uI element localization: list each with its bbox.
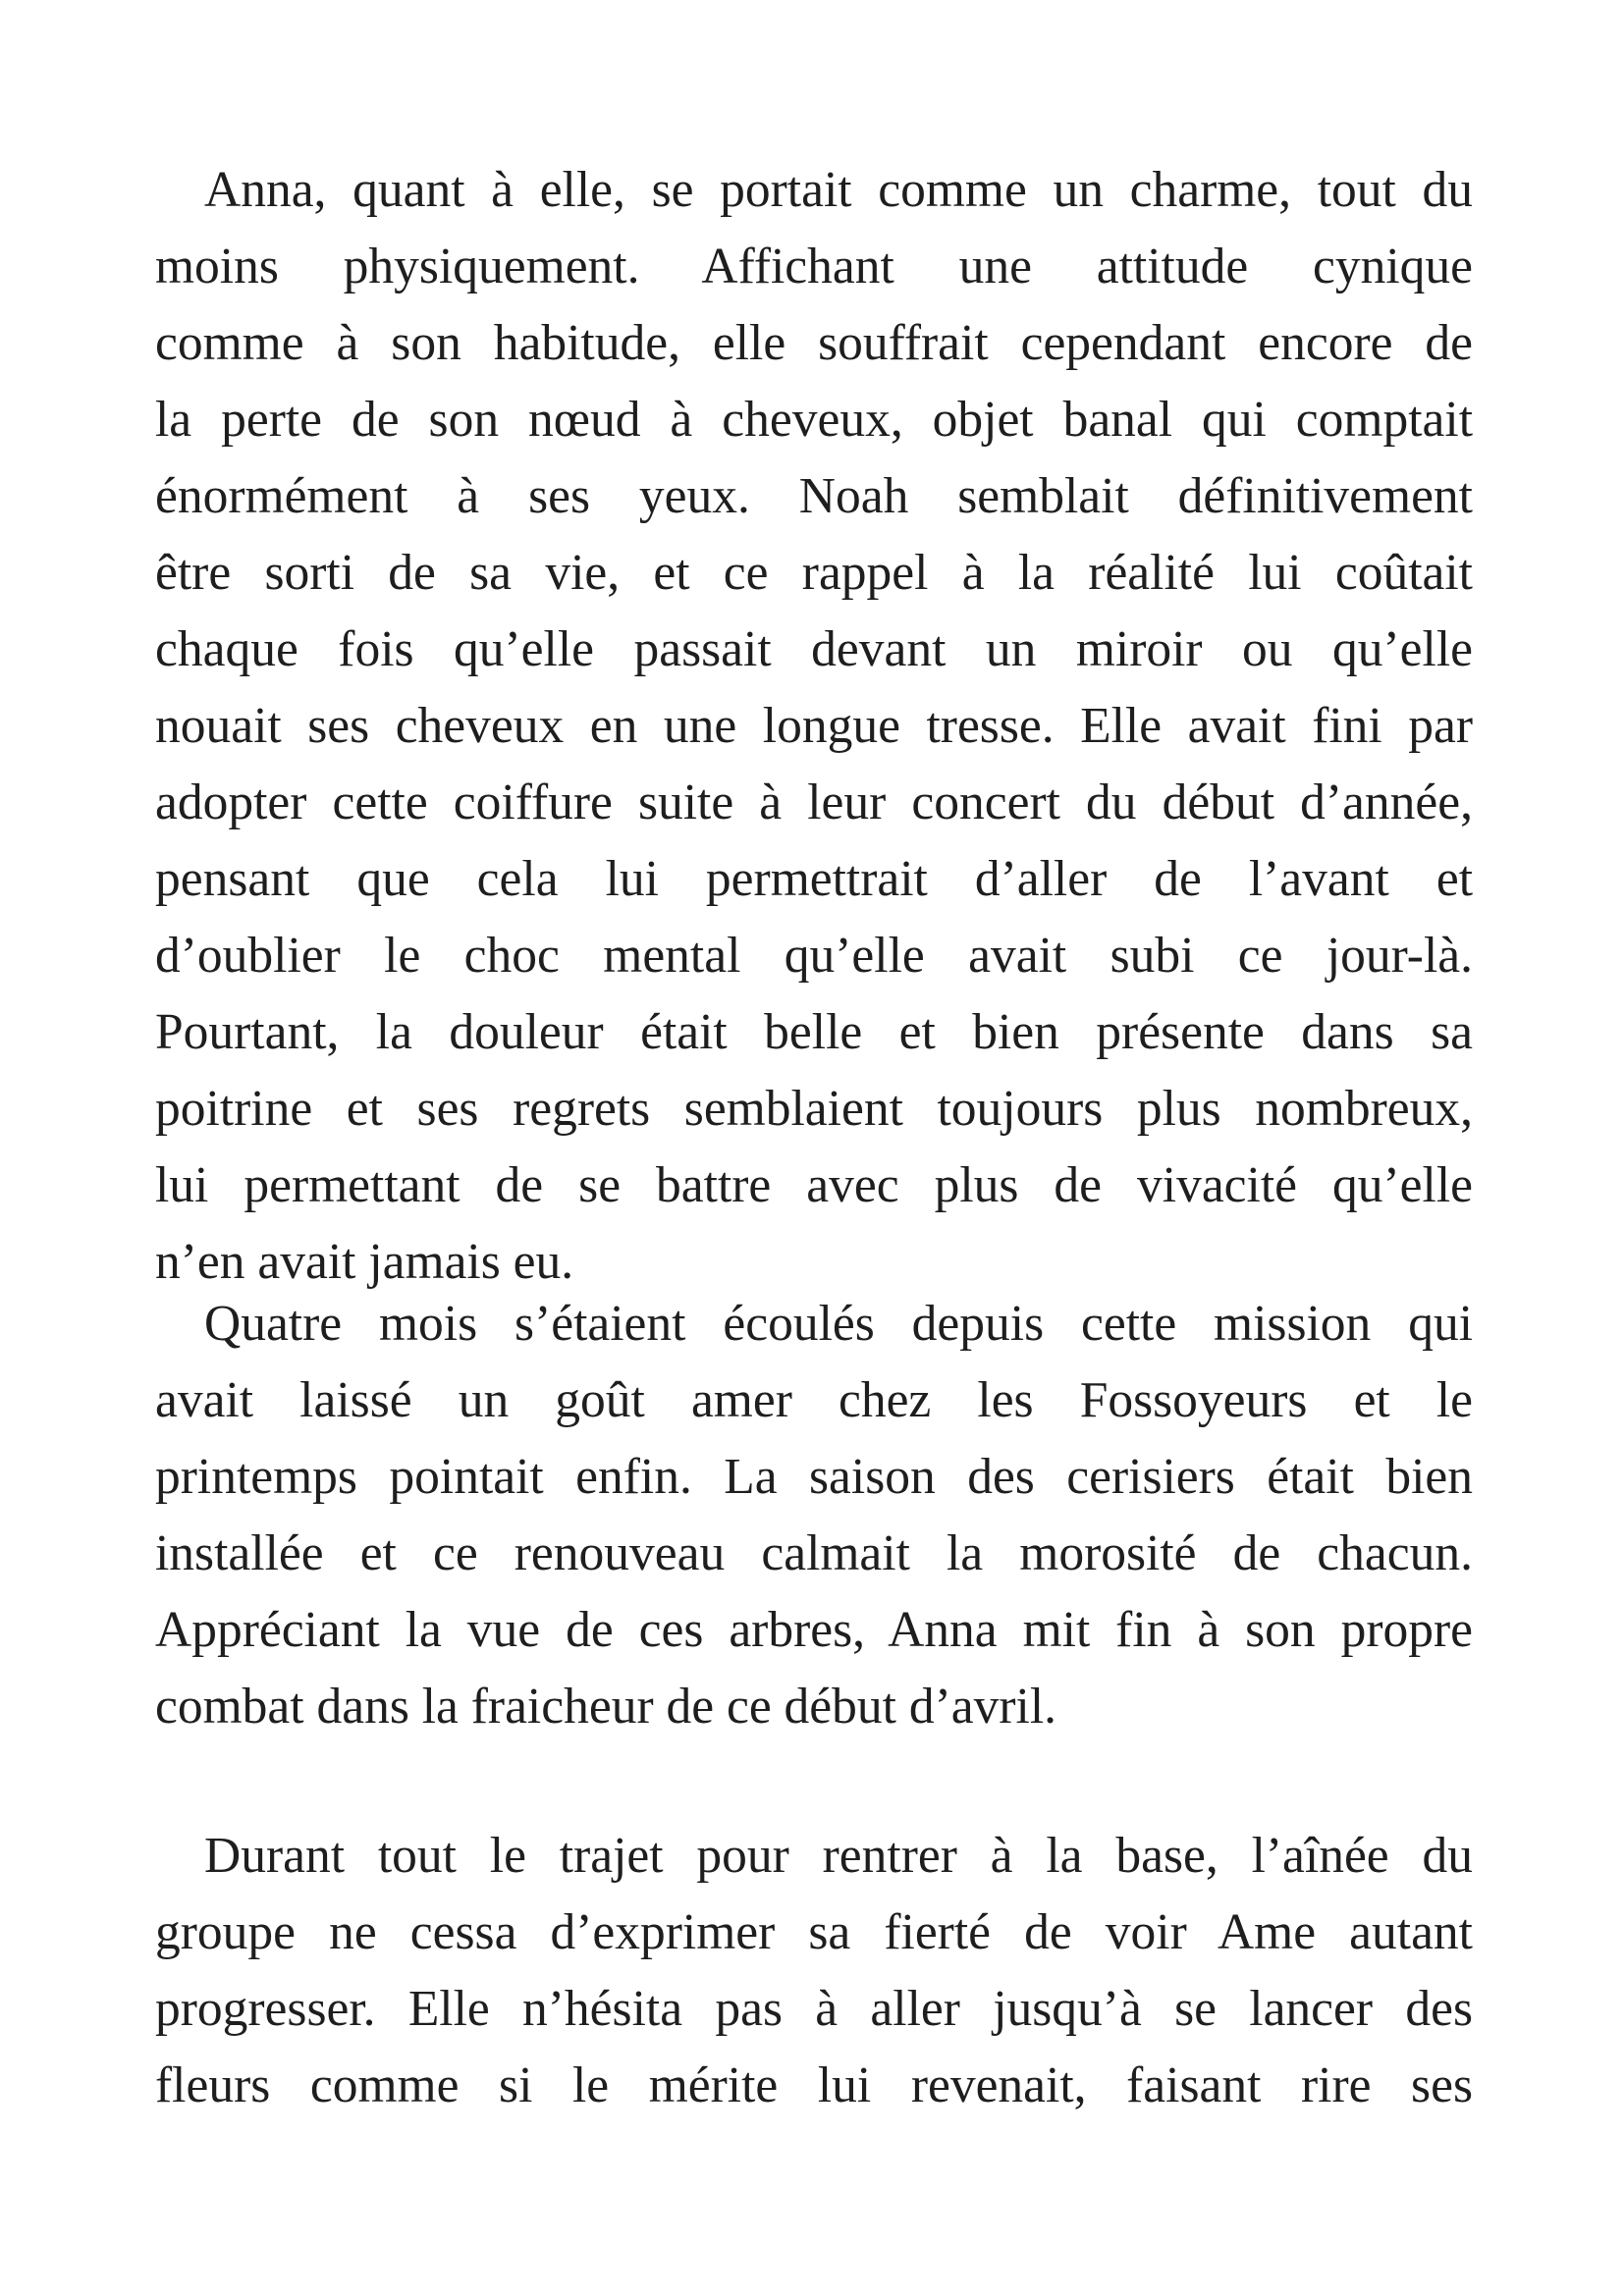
text-line: printemps pointait enfin. La saison des cerisiers était bien	[155, 1449, 1473, 1505]
text-line: n’en avait jamais eu.	[155, 1234, 574, 1290]
text-line: pensant que cela lui permettrait d’aller de l’avant et	[155, 851, 1473, 907]
text-line: la perte de son nœud à cheveux, objet banal qui comptait	[155, 392, 1473, 448]
text-line: Anna, quant à elle, se portait comme un charme, tout du	[204, 162, 1473, 218]
text-line: fleurs comme si le mérite lui revenait, faisant rire ses	[155, 2057, 1473, 2113]
text-line: groupe ne cessa d’exprimer sa fierté de voir Ame autant	[155, 1904, 1473, 1960]
text-line: nouait ses cheveux en une longue tresse. Elle avait fini par	[155, 698, 1473, 754]
text-line: progresser. Elle n’hésita pas à aller jusqu’à se lancer des	[155, 1981, 1473, 2037]
text-line: lui permettant de se battre avec plus de vivacité qu’elle	[155, 1157, 1473, 1213]
text-line: Quatre mois s’étaient écoulés depuis cette mission qui	[204, 1296, 1473, 1352]
text-line: Appréciant la vue de ces arbres, Anna mit fin à son propre	[155, 1602, 1473, 1658]
text-line: combat dans la fraicheur de ce début d’avril.	[155, 1679, 1056, 1735]
text-line: Durant tout le trajet pour rentrer à la base, l’aînée du	[204, 1828, 1473, 1884]
text-line: installée et ce renouveau calmait la morosité de chacun.	[155, 1525, 1473, 1581]
text-line: d’oublier le choc mental qu’elle avait subi ce jour-là.	[155, 928, 1473, 984]
text-line: chaque fois qu’elle passait devant un miroir ou qu’elle	[155, 621, 1473, 677]
text-line: poitrine et ses regrets semblaient toujours plus nombreux,	[155, 1081, 1473, 1137]
text-line: avait laissé un goût amer chez les Fossoyeurs et le	[155, 1372, 1473, 1428]
text-line: Pourtant, la douleur était belle et bien présente dans sa	[155, 1004, 1473, 1060]
text-line: être sorti de sa vie, et ce rappel à la réalité lui coûtait	[155, 545, 1473, 601]
text-line: comme à son habitude, elle souffrait cependant encore de	[155, 315, 1473, 371]
text-line: moins physiquement. Affichant une attitude cynique	[155, 239, 1473, 294]
text-line: énormément à ses yeux. Noah semblait définitivement	[155, 468, 1473, 524]
text-line: adopter cette coiffure suite à leur concert du début d’année,	[155, 774, 1473, 830]
